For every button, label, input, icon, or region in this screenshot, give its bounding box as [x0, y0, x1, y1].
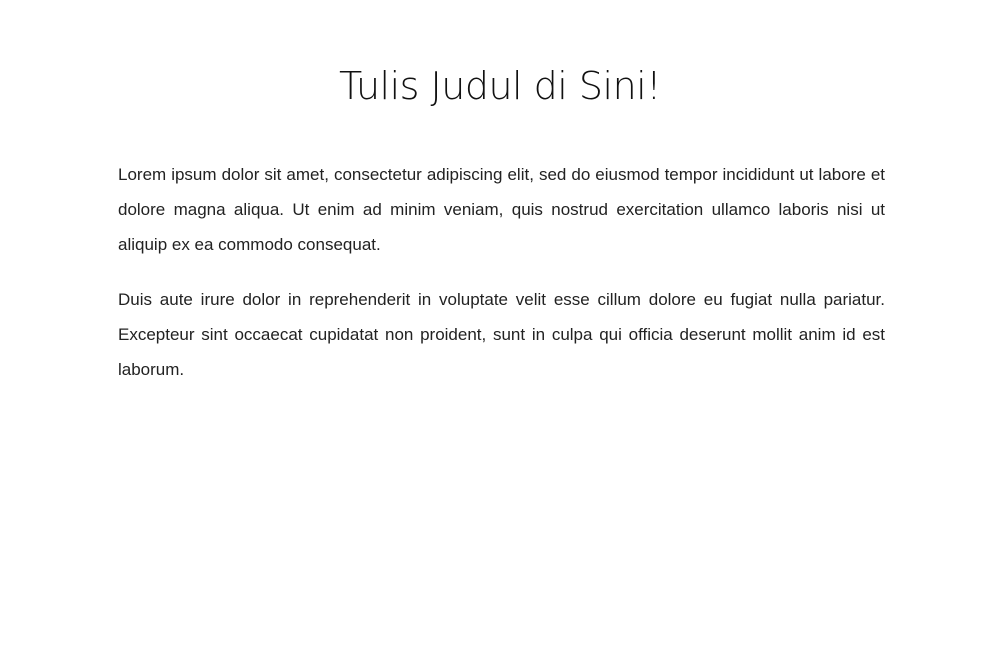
body-content: [118, 157, 885, 407]
page-title: Tulis Judul di Sini!: [339, 64, 661, 108]
paragraph-2: Duis aute irure dolor in reprehenderit in voluptate velit esse cillum dolore eu fugiat nulla pariatur. Excepteur sint occaecat cupidatat non proident, sunt in culpa qui officia deserunt mollit anim id est laborum.: [118, 290, 885, 379]
paragraph-1: Lorem ipsum dolor sit amet, consectetur adipiscing elit, sed do eiusmod tempor incididunt ut labore et dolore magna aliqua. Ut enim ad minim veniam, quis nostrud exercitation ullamco laboris nisi ut aliquip ex ea commodo consequat.: [118, 165, 885, 254]
